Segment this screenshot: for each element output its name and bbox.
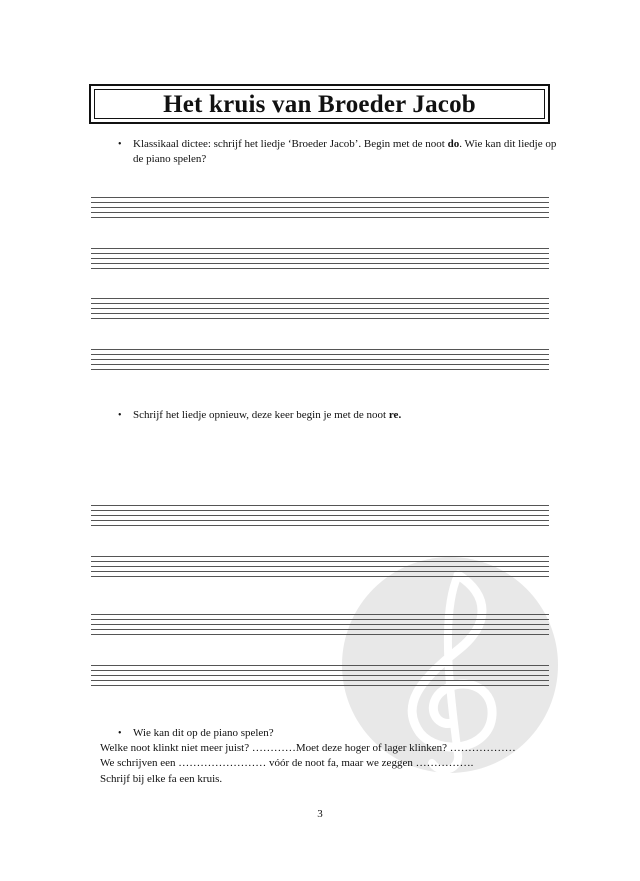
staff-line [91, 248, 549, 249]
staff-line [91, 298, 549, 299]
staff-line [91, 313, 549, 314]
title-inner-border [94, 89, 545, 119]
staff-line [91, 212, 549, 213]
exercise-3-instruction [118, 726, 433, 741]
staff-line [91, 561, 549, 562]
exercise-3-bullet-text: Wie kan dit op de piano spelen? [133, 727, 274, 739]
staff-line [91, 675, 549, 676]
music-staff[interactable] [91, 614, 549, 636]
music-staff[interactable] [91, 197, 549, 219]
staff-line [91, 629, 549, 630]
music-staff[interactable] [91, 298, 549, 320]
exercise-1-text-before: Klassikaal dictee: schrijf het liedje ‘Broeder Jacob’. Begin met de noot [133, 138, 448, 150]
staff-line [91, 634, 549, 635]
staff-line [91, 303, 549, 304]
music-staff[interactable] [91, 349, 549, 371]
staff-line [91, 680, 549, 681]
staff-line [91, 318, 549, 319]
staff-line [91, 258, 549, 259]
title-box [89, 84, 550, 124]
exercise-2-instruction [118, 408, 553, 423]
staff-line [91, 369, 549, 370]
music-staff[interactable] [91, 665, 549, 687]
exercise-1-instruction [118, 137, 558, 167]
staff-line [91, 619, 549, 620]
exercise-2-note: re. [388, 409, 402, 421]
staff-line [91, 253, 549, 254]
staff-line [91, 505, 549, 506]
exercise-2-text-before: Schrijf het liedje opnieuw, deze keer begin je met de noot [133, 409, 389, 421]
bullet-icon: • [118, 139, 122, 150]
staff-line [91, 349, 549, 350]
staff-line [91, 197, 549, 198]
staff-line [91, 354, 549, 355]
staff-line [91, 308, 549, 309]
staff-line [91, 670, 549, 671]
staff-line [91, 614, 549, 615]
page-number: 3 [317, 808, 323, 820]
staff-line [91, 665, 549, 666]
exercise-1-text-after: . Wie kan dit liedje op de piano spelen? [133, 138, 557, 165]
question-line-2: We schrijven een …………………… vóór de noot fa, maar we zeggen ……………. [100, 757, 474, 769]
staff-line [91, 217, 549, 218]
staff-line [91, 515, 549, 516]
staff-line [91, 359, 549, 360]
staff-line [91, 263, 549, 264]
staff-line [91, 520, 549, 521]
staff-line [91, 624, 549, 625]
exercise-1-note: do [447, 138, 460, 150]
music-staff[interactable] [91, 556, 549, 578]
staff-line [91, 268, 549, 269]
page-title: Het kruis van Broeder Jacob [163, 90, 476, 118]
staff-line [91, 576, 549, 577]
staff-line [91, 685, 549, 686]
staff-line [91, 525, 549, 526]
question-line-1: Welke noot klinkt niet meer juist? …………Moet deze hoger of lager klinken? ……………… [100, 742, 516, 754]
music-staff[interactable] [91, 505, 549, 527]
staff-line [91, 207, 549, 208]
staff-line [91, 202, 549, 203]
bullet-icon: • [118, 728, 122, 739]
staff-line [91, 556, 549, 557]
staff-line [91, 571, 549, 572]
music-staff[interactable] [91, 248, 549, 270]
staff-line [91, 566, 549, 567]
question-line-3: Schrijf bij elke fa een kruis. [100, 773, 223, 785]
staff-line [91, 510, 549, 511]
staff-line [91, 364, 549, 365]
bullet-icon: • [118, 410, 122, 421]
